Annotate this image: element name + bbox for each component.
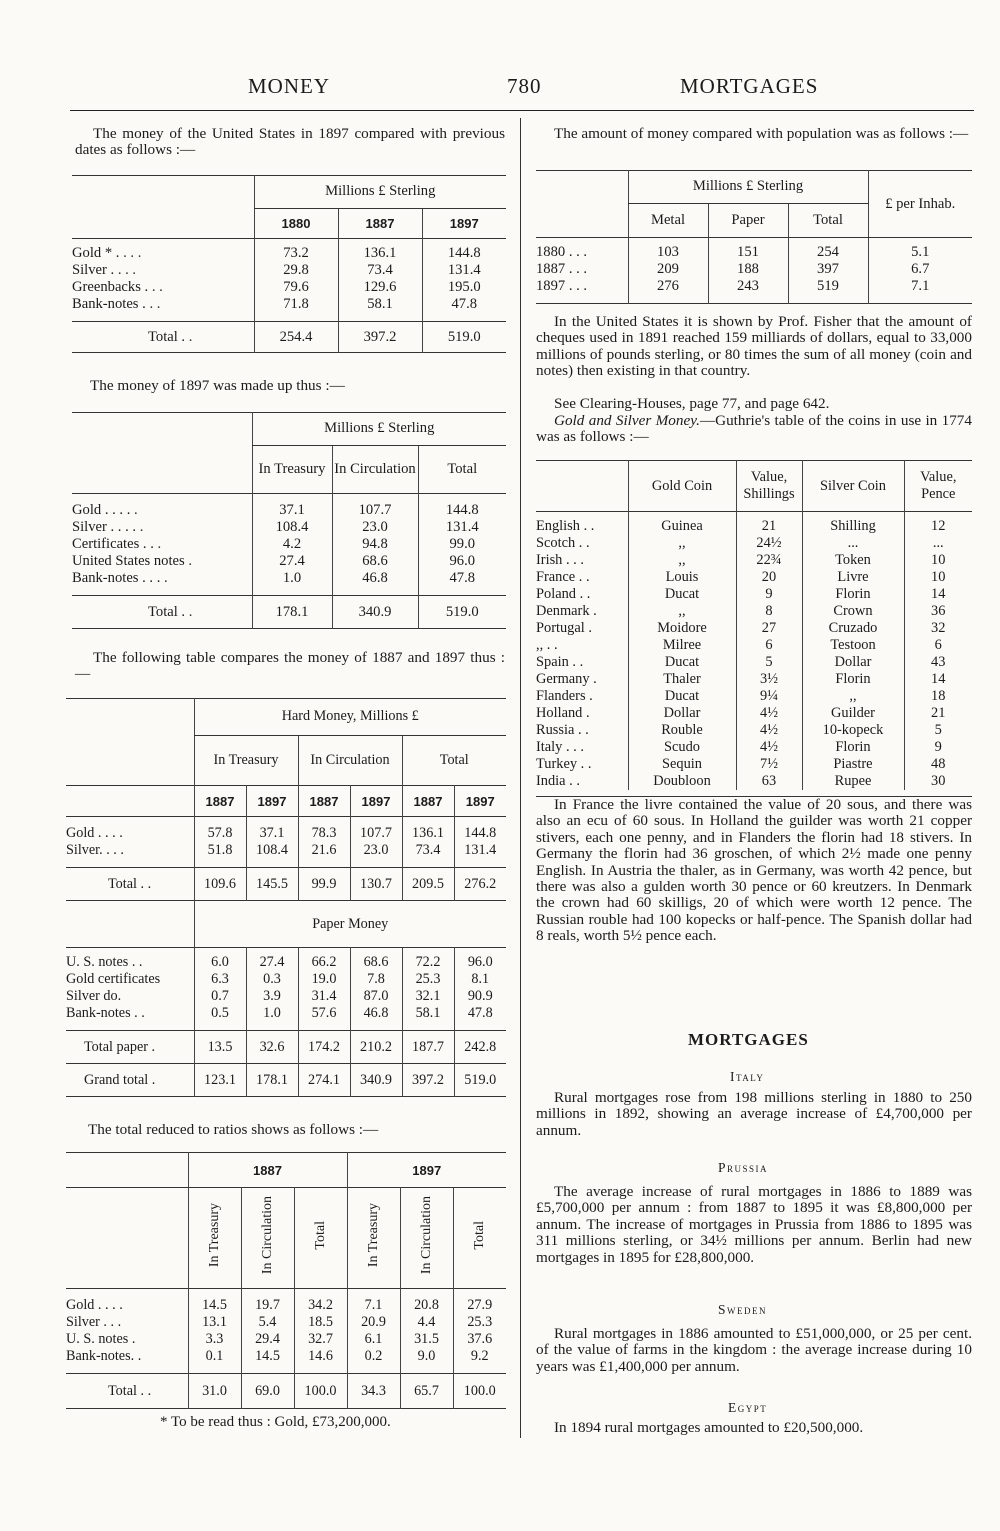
egypt-heading: Egypt	[728, 1400, 768, 1415]
coin-country: Portugal .	[536, 620, 592, 636]
coin-cell: 21	[736, 518, 802, 535]
italy-heading: Italy	[730, 1069, 765, 1084]
table-row: 1897 . . . 276 243 519 7.1	[536, 278, 972, 295]
coin-cell: Scudo	[628, 739, 736, 756]
coin-country: Italy . . .	[536, 739, 584, 755]
coin-cell: Ducat	[628, 654, 736, 671]
table-row	[536, 756, 972, 773]
coin-cell: ...	[904, 535, 972, 552]
table-population	[536, 170, 972, 304]
coin-cell: 21	[904, 705, 972, 722]
t6-col-header: Value, Shillings	[736, 461, 802, 512]
right-para-2: See Clearing-Houses, page 77, and page 642.	[554, 395, 830, 412]
coin-cell: 20	[736, 569, 802, 586]
coin-country: Holland .	[536, 705, 590, 721]
table-row: Silver . . . 13.1 5.4 18.5 20.9 4.4 25.3	[66, 1314, 506, 1331]
table-row	[536, 688, 972, 705]
table-row: Bank-notes . . . . 1.0 46.8 47.8	[72, 570, 506, 587]
running-head-right: MORTGAGES	[680, 74, 819, 98]
t4-col-header: In Circulation	[419, 1196, 434, 1275]
table-row	[536, 569, 972, 586]
coin-country: English . .	[536, 518, 595, 534]
table-row	[536, 603, 972, 620]
t6-col-header: Silver Coin	[802, 461, 904, 512]
t4-col-header: In Treasury	[366, 1203, 381, 1268]
t5-col-header: Metal	[628, 203, 708, 238]
coin-country: Russia . .	[536, 722, 589, 738]
coin-cell: 4½	[736, 739, 802, 756]
t3-subgroup-header: In Circulation	[298, 735, 402, 786]
table-total-row: Total . . 109.6 145.5 99.9 130.7 209.5 276.2	[66, 868, 506, 901]
coin-cell: Ducat	[628, 586, 736, 603]
coin-cell: 24½	[736, 535, 802, 552]
coin-cell: 48	[904, 756, 972, 773]
coin-cell: Rouble	[628, 722, 736, 739]
t4-year-header: 1897	[347, 1153, 506, 1188]
coin-cell: ...	[802, 535, 904, 552]
t5-group-header: Millions £ Sterling	[628, 171, 868, 204]
coin-cell: Florin	[802, 586, 904, 603]
coin-cell: ,,	[628, 535, 736, 552]
coin-cell: Testoon	[802, 637, 904, 654]
coin-cell: Sequin	[628, 756, 736, 773]
t6-col-header: Gold Coin	[628, 461, 736, 512]
t2-col-header: In Treasury	[252, 445, 332, 494]
coin-cell: ,,	[628, 603, 736, 620]
coin-cell: Cruzado	[802, 620, 904, 637]
left-intro-2: The money of 1897 was made up thus :—	[90, 377, 345, 394]
prussia-text: The average increase of rural mortgages in 1886 to 1889 was £5,700,000 per annum : from 1887 to 1895 it was £8,800,000 per annum. The increase of mortgages in Prussia from 1886 to 1895 was 311 millions sterling, or 34½ millions per annum. Berlin had new mortgages in 1895 for £28,800,000.	[536, 1183, 972, 1266]
running-head-left: MONEY	[248, 74, 330, 98]
t4-year-header: 1887	[188, 1153, 347, 1188]
table-row	[536, 654, 972, 671]
coin-cell: 9¼	[736, 688, 802, 705]
coin-cell: ,,	[802, 688, 904, 705]
table-total-row: Total . . 254.4 397.2 519.0	[72, 322, 506, 353]
table-row: U. S. notes . . 6.0 27.4 66.2 68.6 72.2 96.0	[66, 954, 506, 971]
table-total-row: Total . . 178.1 340.9 519.0	[72, 596, 506, 629]
page-number: 780	[507, 74, 542, 98]
table-money-compare	[66, 698, 506, 1097]
table-row: Silver . . . . . 108.4 23.0 131.4	[72, 519, 506, 536]
table-money-1897	[72, 412, 506, 629]
table-coins	[536, 460, 972, 797]
coin-cell: 18	[904, 688, 972, 705]
t3-year-header: 1887	[402, 786, 454, 817]
right-para-1: In the United States it is shown by Prof. Fisher that the amount of cheques used in 1891 reached 159 milliards of dollars, equal to 33,000 millions of pounds sterling, or 80 times the sum of all money (coin and notes) then existing in that country.	[536, 313, 972, 380]
coin-cell: Louis	[628, 569, 736, 586]
table-row	[536, 722, 972, 739]
coin-cell: 14	[904, 671, 972, 688]
coin-cell: 10-kopeck	[802, 722, 904, 739]
table-row: Gold . . . . . 37.1 107.7 144.8	[72, 502, 506, 519]
coin-cell: 22¾	[736, 552, 802, 569]
right-para-4: In France the livre contained the value of 20 sous, and there was also an ecu of 60 sous. In Holland the guilder was worth 21 copper stivers, each one penny, and in Flanders the florin had 18 stivers. In Germany the florin had 36 groschen, of which 2½ made one penny English. In Austria the thaler, as in Germany, was worth 42 pence, but there was also a gulden worth 30 pence or 60 kreutzers. In Denmark the crown had 60 skilligs, 20 of which were worth 12 pence. The Russian rouble had 100 kopecks or half-pence. The Spanish dollar had 8 reals, worth 5½ pence each.	[536, 796, 972, 945]
t3-paper-header: Paper Money	[194, 901, 506, 948]
sweden-text: Rural mortgages in 1886 amounted to £51,000,000, or 25 per cent. of the value of farms in the kingdom : the average increase during 10 years was £1,400,000 per annum.	[536, 1325, 972, 1375]
coin-cell: 5	[904, 722, 972, 739]
coin-cell: 43	[904, 654, 972, 671]
table-row	[536, 535, 972, 552]
coin-country: Turkey . .	[536, 756, 592, 772]
coin-country: India . .	[536, 773, 580, 789]
coin-cell: 7½	[736, 756, 802, 773]
coin-cell: Livre	[802, 569, 904, 586]
table-row	[536, 773, 972, 790]
coin-cell: 63	[736, 773, 802, 790]
t5-col-header: Paper	[708, 203, 788, 238]
t4-col-header: Total	[472, 1221, 488, 1250]
t3-group-header: Hard Money, Millions £	[194, 699, 506, 736]
coin-cell: 5	[736, 654, 802, 671]
italy-text: Rural mortgages rose from 198 millions sterling in 1880 to 250 millions in 1892, showing an average increase of £4,700,000 per annum.	[536, 1089, 972, 1139]
coin-country: Scotch . .	[536, 535, 590, 551]
t3-year-header: 1887	[194, 786, 246, 817]
table-row: 1887 . . . 209 188 397 6.7	[536, 261, 972, 278]
table-row: 1880 . . . 103 151 254 5.1	[536, 244, 972, 261]
coin-country: ,, . .	[536, 637, 558, 653]
table-row	[536, 705, 972, 722]
t1-col-header: 1880	[254, 208, 338, 239]
right-intro-1: The amount of money compared with population was as follows :—	[554, 125, 969, 142]
t2-col-header: In Circulation	[332, 445, 418, 494]
table-row: Bank-notes. . 0.1 14.5 14.6 0.2 9.0 9.2	[66, 1348, 506, 1365]
t4-col-header: Total	[313, 1221, 328, 1250]
coin-country: Denmark .	[536, 603, 597, 619]
t6-col-header: Value, Pence	[904, 461, 972, 512]
coin-cell: Guinea	[628, 518, 736, 535]
coin-cell: 9	[736, 586, 802, 603]
coin-cell: 4½	[736, 722, 802, 739]
coin-country: Irish . . .	[536, 552, 584, 568]
coin-cell: 32	[904, 620, 972, 637]
t3-year-header: 1897	[454, 786, 506, 817]
prussia-heading: Prussia	[718, 1160, 769, 1175]
coin-cell: 6	[736, 637, 802, 654]
coin-country: Poland . .	[536, 586, 591, 602]
coin-cell: 3½	[736, 671, 802, 688]
mortgages-heading: MORTGAGES	[688, 1030, 809, 1049]
table-row	[536, 671, 972, 688]
table-row: Greenbacks . . . 79.6 129.6 195.0	[72, 279, 506, 296]
table-total-row: Total . . 31.0 69.0 100.0 34.3 65.7 100.0	[66, 1374, 506, 1409]
coin-cell: Crown	[802, 603, 904, 620]
t1-group-header: Millions £ Sterling	[254, 176, 506, 209]
coin-cell: 14	[904, 586, 972, 603]
table-row: Silver. . . . 51.8 108.4 21.6 23.0 73.4 131.4	[66, 842, 506, 859]
t3-subgroup-header: Total	[402, 735, 506, 786]
coin-cell: 12	[904, 518, 972, 535]
coin-cell: 9	[904, 739, 972, 756]
table-row	[536, 637, 972, 654]
coin-cell: Moidore	[628, 620, 736, 637]
coin-cell: ,,	[628, 552, 736, 569]
coin-country: France . .	[536, 569, 590, 585]
header-rule	[70, 110, 974, 111]
table-row	[536, 586, 972, 603]
t2-group-header: Millions £ Sterling	[252, 413, 506, 446]
coin-cell: Dollar	[802, 654, 904, 671]
table-row: Silver . . . . 29.8 73.4 131.4	[72, 262, 506, 279]
table-money-dates	[72, 175, 506, 353]
coin-cell: Florin	[802, 739, 904, 756]
coin-cell: 27	[736, 620, 802, 637]
table-total-row: Total paper . 13.5 32.6 174.2 210.2 187.7 242.8	[66, 1031, 506, 1064]
table-row: United States notes . 27.4 68.6 96.0	[72, 553, 506, 570]
table-row	[536, 518, 972, 535]
t3-year-header: 1897	[350, 786, 402, 817]
table-row: Gold certificates 6.3 0.3 19.0 7.8 25.3 8.1	[66, 971, 506, 988]
coin-cell: 30	[904, 773, 972, 790]
table-row: Gold . . . . 14.5 19.7 34.2 7.1 20.8 27.9	[66, 1297, 506, 1314]
table-row	[536, 552, 972, 569]
left-intro-3: The following table compares the money of 1887 and 1897 thus :—	[75, 649, 505, 683]
egypt-text: In 1894 rural mortgages amounted to £20,500,000.	[554, 1419, 864, 1436]
coin-cell: 36	[904, 603, 972, 620]
coin-country: Flanders .	[536, 688, 593, 704]
footnote: * To be read thus : Gold, £73,200,000.	[160, 1414, 391, 1430]
coin-cell: 6	[904, 637, 972, 654]
table-row: Bank-notes . . . 71.8 58.1 47.8	[72, 296, 506, 313]
table-row: U. S. notes . 3.3 29.4 32.7 6.1 31.5 37.6	[66, 1331, 506, 1348]
coin-country: Spain . .	[536, 654, 584, 670]
coin-cell: Shilling	[802, 518, 904, 535]
t3-subgroup-header: In Treasury	[194, 735, 298, 786]
t1-col-header: 1887	[338, 208, 422, 239]
coin-cell: Doubloon	[628, 773, 736, 790]
left-intro-1: The money of the United States in 1897 compared with previous dates as follows :—	[75, 125, 505, 159]
table-row	[536, 620, 972, 637]
t1-col-header: 1897	[422, 208, 506, 239]
t5-col-header: Total	[788, 203, 868, 238]
t4-col-header: In Treasury	[207, 1203, 222, 1268]
table-row: Certificates . . . 4.2 94.8 99.0	[72, 536, 506, 553]
table-grand-total-row: Grand total . 123.1 178.1 274.1 340.9 397.2 519.0	[66, 1064, 506, 1097]
coin-cell: Rupee	[802, 773, 904, 790]
right-para-3: Gold and Silver Money.—Guthrie's table of the coins in use in 1774 was as follows :—	[536, 412, 972, 446]
table-row: Silver do. 0.7 3.9 31.4 87.0 32.1 90.9	[66, 988, 506, 1005]
t5-per-header: £ per Inhab.	[868, 171, 972, 238]
column-divider	[520, 118, 521, 1438]
table-row: Gold . . . . 57.8 37.1 78.3 107.7 136.1 144.8	[66, 825, 506, 842]
table-ratios	[66, 1152, 506, 1409]
table-row: Gold * . . . . 73.2 136.1 144.8	[72, 245, 506, 262]
coin-cell: 10	[904, 552, 972, 569]
coin-cell: Florin	[802, 671, 904, 688]
coin-cell: Token	[802, 552, 904, 569]
table-row	[536, 739, 972, 756]
coin-cell: Guilder	[802, 705, 904, 722]
coin-cell: Ducat	[628, 688, 736, 705]
coin-cell: Piastre	[802, 756, 904, 773]
t2-col-header: Total	[418, 445, 506, 494]
coin-cell: Milree	[628, 637, 736, 654]
t3-year-header: 1897	[246, 786, 298, 817]
left-intro-4: The total reduced to ratios shows as follows :—	[88, 1121, 379, 1138]
t3-year-header: 1887	[298, 786, 350, 817]
coin-cell: Dollar	[628, 705, 736, 722]
coin-cell: Thaler	[628, 671, 736, 688]
coin-cell: 4½	[736, 705, 802, 722]
t4-col-header: In Circulation	[260, 1196, 275, 1275]
table-row: Bank-notes . . 0.5 1.0 57.6 46.8 58.1 47.8	[66, 1005, 506, 1022]
sweden-heading: Sweden	[718, 1302, 767, 1317]
coin-country: Germany .	[536, 671, 597, 687]
coin-cell: 10	[904, 569, 972, 586]
coin-cell: 8	[736, 603, 802, 620]
